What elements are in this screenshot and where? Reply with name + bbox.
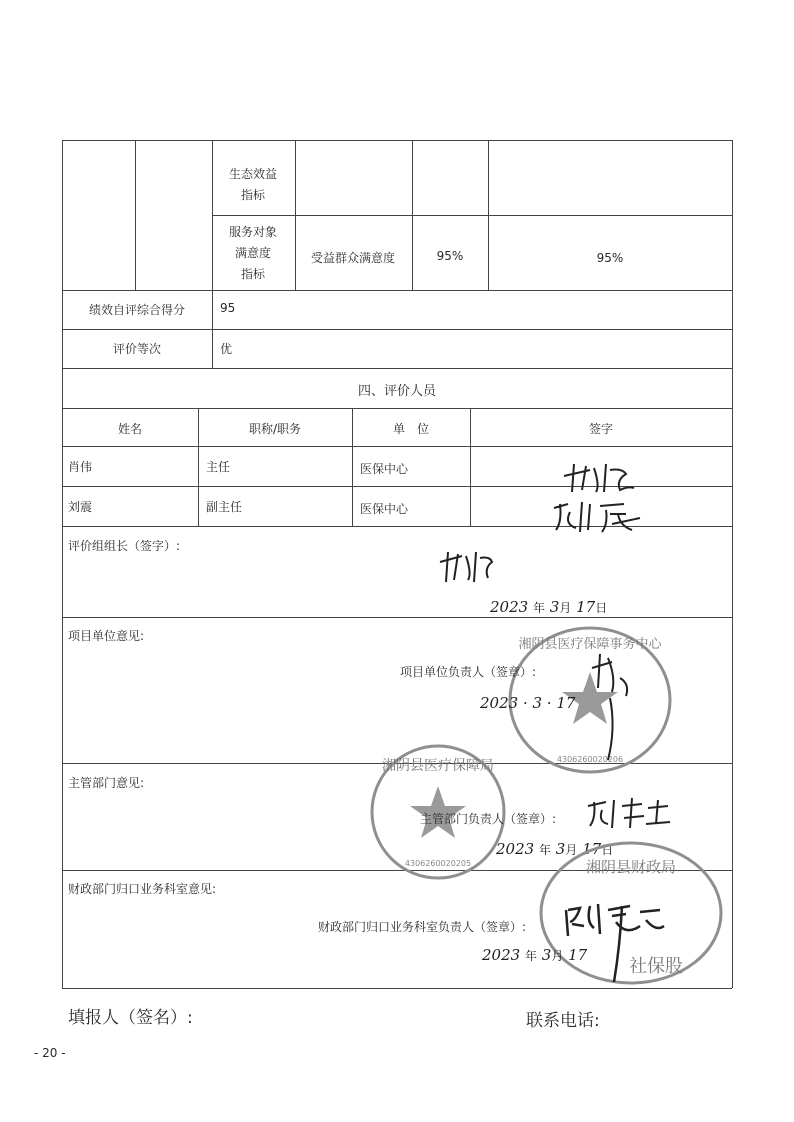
- row-line-section-top: [62, 368, 732, 369]
- signature-competent: [584, 794, 674, 834]
- leader-date-month-suffix: 月: [559, 601, 572, 615]
- person-2-name: 刘震: [68, 500, 93, 514]
- competent-label: 主管部门意见:: [68, 776, 145, 790]
- finance-label: 财政部门归口业务科室意见:: [68, 882, 217, 896]
- person-1-title: 主任: [206, 460, 231, 474]
- header-signature: 签字: [588, 422, 614, 436]
- score-label: 绩效自评综合得分: [88, 303, 186, 317]
- row-line-grade-top: [62, 329, 732, 330]
- project-unit-date: 2023 · 3 · 17: [480, 694, 576, 712]
- row-line-project: [62, 617, 732, 618]
- leader-date-day: 17: [576, 598, 596, 616]
- competent-signer-label: 主管部门负责人（签章）:: [420, 812, 557, 826]
- project-unit-stamp-code: 4306260020206: [556, 755, 624, 764]
- signature-project-unit: [586, 648, 636, 768]
- leader-date-year: 2023: [490, 598, 529, 616]
- leader-date-day-suffix: 日: [595, 601, 608, 615]
- satisfaction-target: 95%: [436, 249, 464, 263]
- satisfaction-indicator-line2: 满意度: [234, 246, 272, 260]
- project-unit-label: 项目单位意见:: [68, 629, 145, 643]
- person-1-unit: 医保中心: [360, 462, 409, 476]
- page-number: - 20 -: [34, 1046, 66, 1060]
- satisfaction-indicator-label: [229, 222, 277, 285]
- person-col-2: [352, 408, 353, 526]
- competent-date-month-suffix: 月: [565, 843, 578, 857]
- row-line-score-top: [62, 290, 732, 291]
- leader-label: 评价组组长（签字）:: [68, 539, 181, 553]
- competent-date-year-suffix: 年: [538, 843, 551, 857]
- finance-date: [482, 946, 587, 964]
- leader-date-month: 3: [549, 598, 560, 616]
- competent-date-day-suffix: 日: [601, 843, 614, 857]
- table-right-border: [732, 140, 733, 988]
- row-line-header-top: [62, 408, 732, 409]
- header-title: 职称/职务: [248, 422, 302, 436]
- finance-stamp-text: 湘阴县财政局: [585, 858, 677, 876]
- finance-date-month: 3: [541, 946, 552, 964]
- person-col-1: [198, 408, 199, 526]
- competent-date-month: 3: [555, 840, 566, 858]
- finance-date-year-suffix: 年: [524, 949, 537, 963]
- finance-signer-label: 财政部门归口业务科室负责人（签章）:: [318, 920, 527, 934]
- competent-date-year: 2023: [496, 840, 535, 858]
- signature-xiao-wei: [560, 456, 640, 496]
- row-line-person-1: [62, 446, 732, 447]
- grade-label: 评价等次: [112, 342, 162, 356]
- satisfaction-indicator-line1: 服务对象: [228, 225, 278, 239]
- signature-leader: [436, 546, 498, 586]
- table-left-border: [62, 140, 63, 988]
- competent-stamp-text: 湘阴县医疗保障局: [382, 758, 494, 774]
- competent-date-day: 17: [582, 840, 602, 858]
- col-line-1: [135, 140, 136, 290]
- filler-label: 填报人（签名）:: [68, 1008, 193, 1028]
- person-2-unit: 医保中心: [360, 502, 409, 516]
- leader-date-year-suffix: 年: [532, 601, 545, 615]
- project-unit-signer-label: 项目单位负责人（签章）:: [400, 665, 537, 679]
- finance-date-day: 17: [568, 946, 588, 964]
- header-name: 姓名: [117, 422, 143, 436]
- grade-value: 优: [220, 342, 233, 356]
- finance-stamp-sub: 社保股: [629, 956, 683, 977]
- score-value: 95: [220, 301, 236, 315]
- person-2-title: 副主任: [206, 500, 243, 514]
- header-unit: 单 位: [392, 422, 430, 436]
- leader-date: [490, 598, 607, 616]
- eco-indicator-line1: 生态效益: [228, 167, 278, 181]
- signature-finance: [560, 896, 670, 986]
- section-title: 四、评价人员: [357, 384, 437, 399]
- row-line-eco: [212, 215, 732, 216]
- person-1-name: 肖伟: [68, 460, 93, 474]
- table-top-border: [62, 140, 732, 141]
- eco-indicator-line2: 指标: [240, 188, 266, 202]
- project-unit-stamp-text: 湘阴县医疗保障事务中心: [518, 637, 662, 652]
- satisfaction-metric: 受益群众满意度: [310, 251, 396, 265]
- eco-indicator-label: [229, 164, 277, 206]
- satisfaction-indicator-line3: 指标: [240, 267, 266, 281]
- finance-date-month-suffix: 月: [551, 949, 564, 963]
- competent-stamp-code: 4306260020205: [404, 859, 472, 868]
- finance-date-year: 2023: [482, 946, 521, 964]
- satisfaction-actual: 95%: [596, 251, 624, 265]
- person-col-3: [470, 408, 471, 526]
- phone-label: 联系电话:: [526, 1011, 600, 1031]
- table-bottom-border: [62, 988, 732, 989]
- signature-liu-zhen: [548, 494, 648, 538]
